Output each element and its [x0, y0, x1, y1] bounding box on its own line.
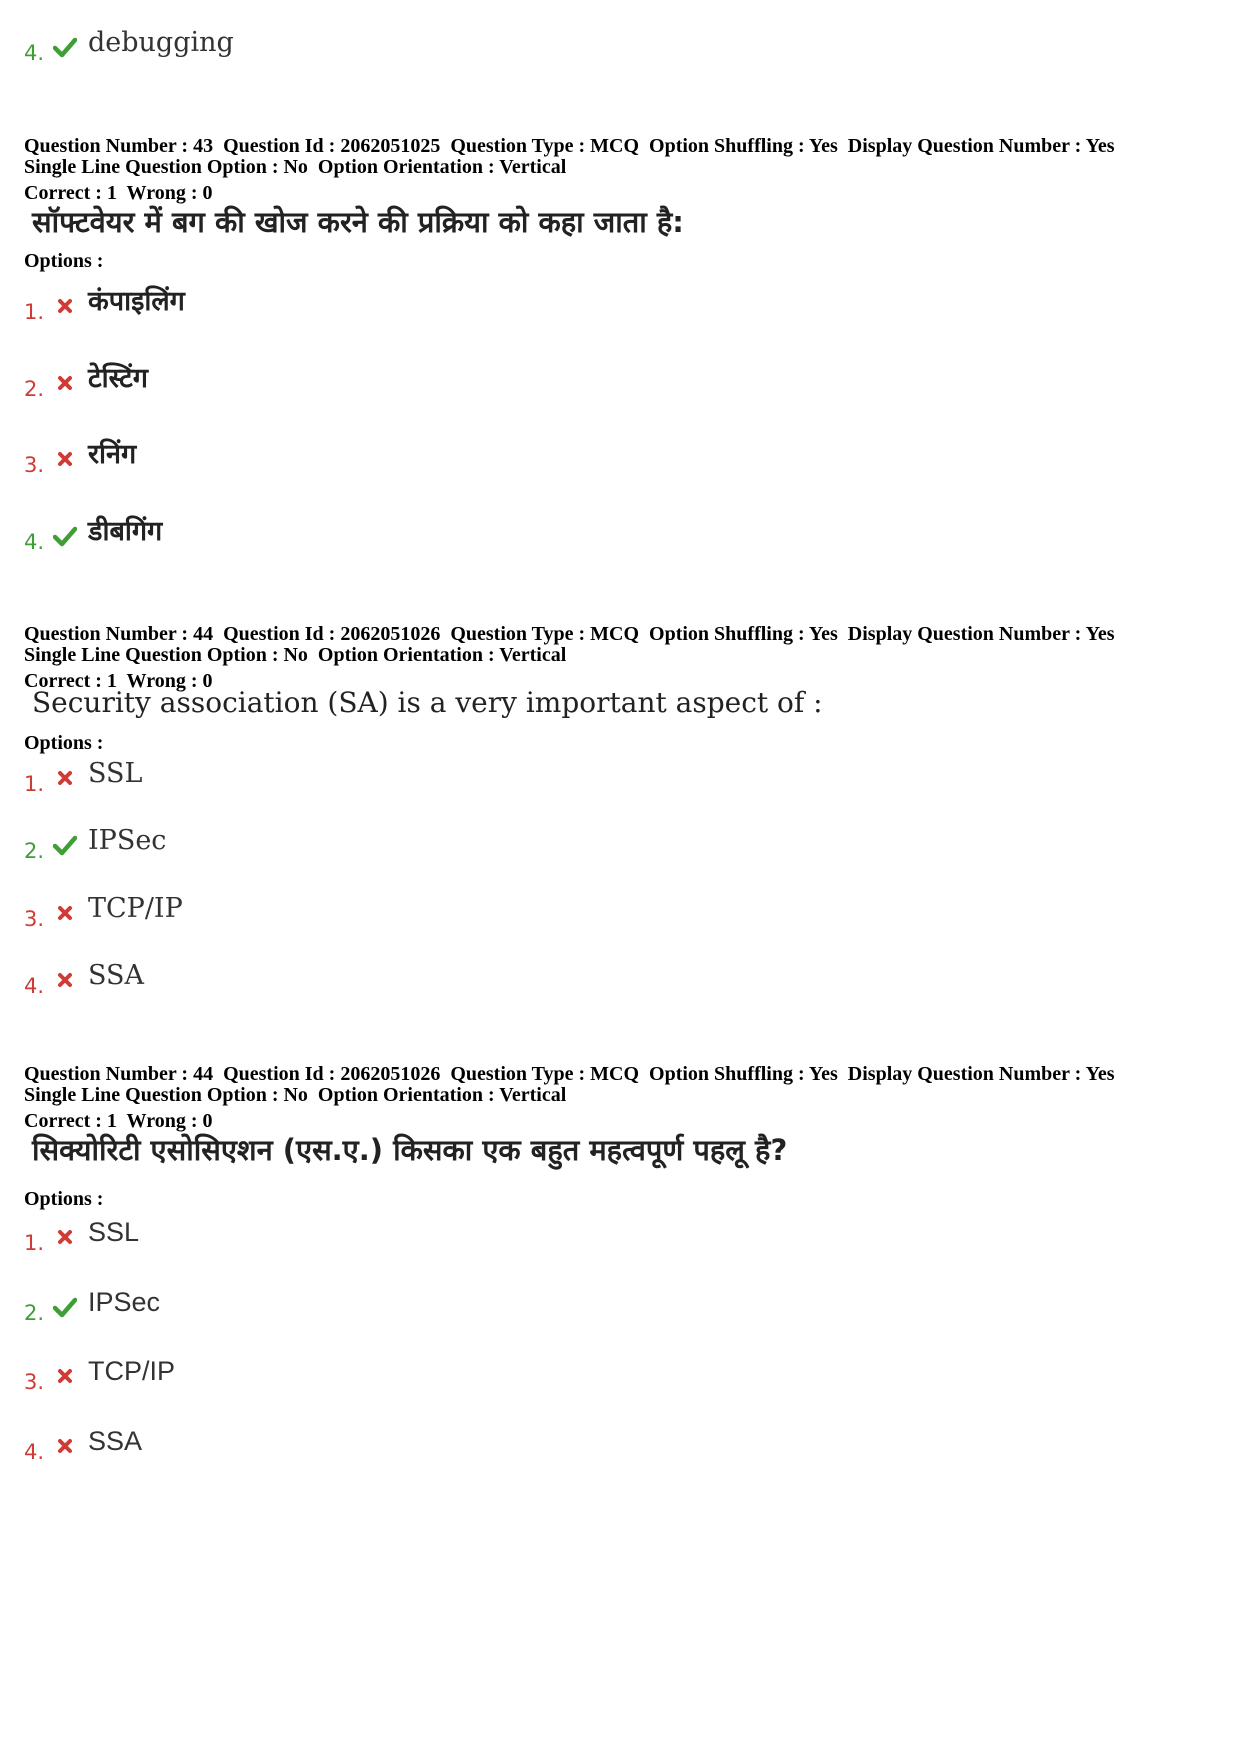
option-row: [24, 513, 162, 553]
option-number: 3.: [24, 907, 45, 931]
option-text: टेस्टिंग: [88, 363, 148, 394]
option-text: TCP/IP: [88, 1356, 176, 1386]
option-text: SSL: [88, 758, 143, 789]
cross-icon: [50, 763, 80, 793]
question-meta-line: Question Number : 44 Question Id : 2062051026 Question Type : MCQ Option Shuffling : Yes Display Question Number : Yes: [24, 623, 1115, 645]
option-number: 4.: [24, 974, 45, 998]
option-number: 2.: [24, 1301, 45, 1325]
cross-icon: [50, 368, 80, 398]
marking-scheme: Correct : 1 Wrong : 0: [24, 670, 213, 692]
option-text: SSA: [88, 960, 145, 991]
question-meta-line: Single Line Question Option : No Option Orientation : Vertical: [24, 156, 567, 178]
option-number: 1.: [24, 1231, 45, 1255]
check-icon: [50, 521, 80, 551]
cross-icon: [50, 444, 80, 474]
option-row: [24, 890, 183, 930]
cross-icon: [50, 1361, 80, 1391]
option-text: डीबगिंग: [88, 516, 163, 547]
option-text: TCP/IP: [88, 893, 183, 924]
option-row: [24, 957, 144, 997]
cross-icon: [50, 1222, 80, 1252]
option-number: 4.: [24, 1440, 45, 1464]
question-text: सिक्योरिटी एसोसिएशन (एस.ए.) किसका एक बहुत महत्वपूर्ण पहलू है?: [32, 1133, 788, 1167]
question-meta-line: Single Line Question Option : No Option Orientation : Vertical: [24, 644, 567, 666]
option-row: [24, 24, 234, 64]
option-text: SSA: [88, 1426, 143, 1456]
option-number: 1.: [24, 772, 45, 796]
option-number: 2.: [24, 839, 45, 863]
check-icon: [50, 830, 80, 860]
marking-scheme: Correct : 1 Wrong : 0: [24, 182, 213, 204]
option-text: debugging: [88, 27, 234, 58]
question-text: Security association (SA) is a very important aspect of :: [32, 686, 823, 719]
option-row: [24, 822, 166, 862]
option-row: [24, 755, 142, 795]
option-number: 3.: [24, 453, 45, 477]
cross-icon: [50, 965, 80, 995]
option-row: [24, 1284, 160, 1324]
option-text: SSL: [88, 1217, 140, 1247]
option-number: 4.: [24, 530, 45, 554]
question-meta-line: Single Line Question Option : No Option Orientation : Vertical: [24, 1084, 567, 1106]
question-meta-line: Question Number : 44 Question Id : 2062051026 Question Type : MCQ Option Shuffling : Yes Display Question Number : Yes: [24, 1063, 1115, 1085]
option-text: IPSec: [88, 825, 167, 856]
options-label: Options :: [24, 732, 104, 754]
question-text: सॉफ्टवेयर में बग की खोज करने की प्रक्रिया को कहा जाता है:: [32, 205, 684, 239]
option-text: रनिंग: [88, 439, 137, 470]
question-meta-line: Question Number : 43 Question Id : 2062051025 Question Type : MCQ Option Shuffling : Yes Display Question Number : Yes: [24, 135, 1115, 157]
option-row: [24, 1353, 175, 1393]
question-meta: [24, 136, 1114, 178]
cross-icon: [50, 291, 80, 321]
cross-icon: [50, 1431, 80, 1461]
question-meta: [24, 624, 1114, 666]
option-row: [24, 283, 185, 323]
option-number: 3.: [24, 1370, 45, 1394]
option-number: 1.: [24, 300, 45, 324]
check-icon: [50, 1292, 80, 1322]
option-row: [24, 1423, 142, 1463]
option-number: 4.: [24, 41, 45, 65]
option-text: कंपाइलिंग: [88, 286, 185, 317]
marking-scheme: Correct : 1 Wrong : 0: [24, 1110, 213, 1132]
option-row: [24, 436, 136, 476]
options-label: Options :: [24, 250, 104, 272]
cross-icon: [50, 898, 80, 928]
check-icon: [50, 32, 80, 62]
option-row: [24, 360, 148, 400]
option-row: [24, 1214, 139, 1254]
options-label: Options :: [24, 1188, 104, 1210]
option-number: 2.: [24, 377, 45, 401]
option-text: IPSec: [88, 1287, 161, 1317]
question-meta: [24, 1064, 1114, 1106]
